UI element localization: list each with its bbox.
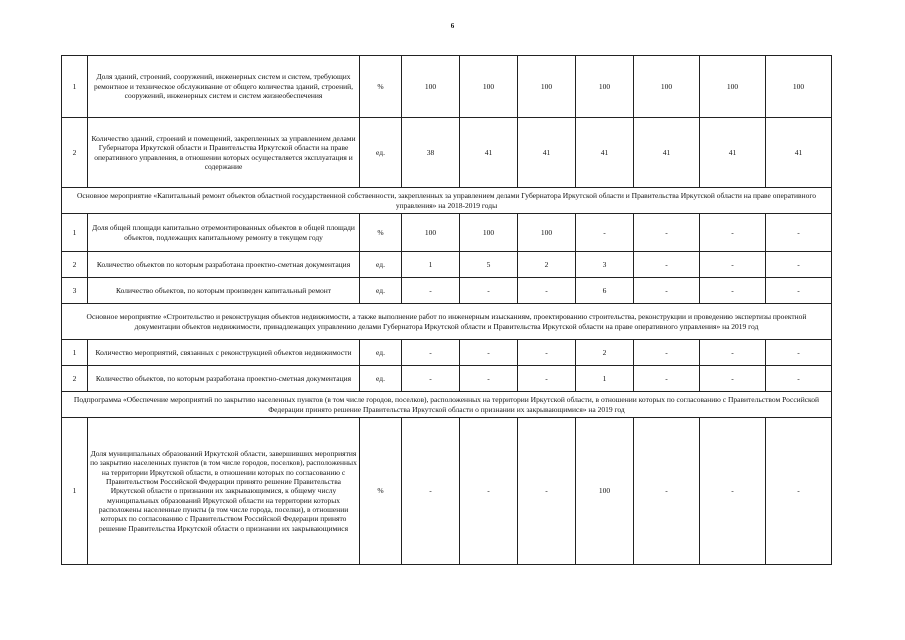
table-row [62, 118, 832, 188]
value-cell: 1 [402, 252, 460, 278]
row-number: 1 [62, 214, 88, 252]
value-cell: 41 [576, 118, 634, 188]
indicator-name: Количество объектов по которым разработана проектно-сметная документация [88, 252, 360, 278]
indicator-name: Количество зданий, строений и помещений, закрепленных за управлением делами Губернатора Иркутской области и Правительства Иркутской области на праве оперативного управления, в отношении которых осуществляется эксплуатация и содержание [88, 118, 360, 188]
value-cell: 100 [460, 56, 518, 118]
value-cell: 100 [518, 214, 576, 252]
section-title: Подпрограмма «Обеспечение мероприятий по закрытию населенных пунктов (в том числе городов, поселков), расположенных на территории Иркутской области, в отношении которых по согласованию с Правительством Российской Федерации принято решение Правительства Иркутской области о признании их закрывающимися» на 2019 год [62, 392, 832, 418]
value-cell: - [634, 366, 700, 392]
value-cell: 41 [518, 118, 576, 188]
value-cell: 2 [518, 252, 576, 278]
page-number: 6 [450, 22, 455, 30]
value-cell: - [634, 252, 700, 278]
value-cell: - [700, 214, 766, 252]
value-cell: 5 [460, 252, 518, 278]
value-cell: 100 [460, 214, 518, 252]
value-cell: 100 [576, 418, 634, 565]
value-cell: 41 [766, 118, 832, 188]
value-cell: - [460, 366, 518, 392]
indicator-name: Количество объектов, по которым произведен капитальный ремонт [88, 278, 360, 304]
unit-cell: ед. [360, 340, 402, 366]
value-cell: - [634, 214, 700, 252]
unit-cell: % [360, 214, 402, 252]
value-cell: - [518, 418, 576, 565]
value-cell: - [460, 278, 518, 304]
unit-cell: % [360, 418, 402, 565]
value-cell: - [766, 278, 832, 304]
row-number: 3 [62, 278, 88, 304]
table-row [62, 340, 832, 366]
value-cell: 6 [576, 278, 634, 304]
indicator-name: Доля зданий, строений, сооружений, инженерных систем и систем, требующих ремонтное и техническое обслуживание от общего количества зданий, строений, сооружений, инженерных систем и систем жизнеобеспечения [88, 56, 360, 118]
value-cell: - [766, 366, 832, 392]
value-cell: - [402, 340, 460, 366]
value-cell: 100 [576, 56, 634, 118]
value-cell: - [766, 214, 832, 252]
value-cell: - [700, 278, 766, 304]
section-header-row [62, 304, 832, 340]
value-cell: 38 [402, 118, 460, 188]
value-cell: - [766, 252, 832, 278]
table-row [62, 278, 832, 304]
value-cell: - [402, 418, 460, 565]
indicator-name: Количество мероприятий, связанных с реконструкцией объектов недвижимости [88, 340, 360, 366]
indicator-name: Доля общей площади капитально отремонтированных объектов в общей площади объектов, подлежащих капитальному ремонту в текущем году [88, 214, 360, 252]
value-cell: - [402, 278, 460, 304]
unit-cell: ед. [360, 366, 402, 392]
value-cell: 100 [402, 214, 460, 252]
value-cell: 3 [576, 252, 634, 278]
value-cell: 2 [576, 340, 634, 366]
value-cell: - [576, 214, 634, 252]
value-cell: - [634, 340, 700, 366]
value-cell: - [700, 418, 766, 565]
value-cell: - [518, 278, 576, 304]
value-cell: - [518, 366, 576, 392]
section-title: Основное мероприятие «Строительство и реконструкция объектов недвижимости, а также выполнение работ по инженерным изысканиям, проектированию строительства, реконструкции и проведению экспертизы проектной документации объектов недвижимости, принадлежащих управлению делами Губернатора Иркутской области и Правительства Иркутской области на праве оперативного управления» на 2019 год [62, 304, 832, 340]
indicator-name: Доля муниципальных образований Иркутской области, завершивших мероприятия по закрытию населенных пунктов (в том числе городов, поселков), расположенных на территории Иркутской области, в отношении которых по согласованию с Правительством Российской Федерации принято решение Правительства Иркутской области о признании их закрывающимися, к общему числу муниципальных образований Иркутской области на территории которых расположены населенные пункты (в том числе города, поселки), в отношении которых по согласованию с Правительством Российской Федерации принято решение Правительства Иркутской области о признании их закрывающимися [88, 418, 360, 565]
value-cell: - [766, 340, 832, 366]
value-cell: - [460, 340, 518, 366]
indicators-table [61, 55, 832, 565]
table-row [62, 418, 832, 565]
value-cell: - [700, 366, 766, 392]
row-number: 2 [62, 366, 88, 392]
table-row [62, 56, 832, 118]
unit-cell: ед. [360, 278, 402, 304]
row-number: 1 [62, 340, 88, 366]
table-row [62, 252, 832, 278]
value-cell: 100 [634, 56, 700, 118]
row-number: 2 [62, 118, 88, 188]
unit-cell: % [360, 56, 402, 118]
value-cell: - [460, 418, 518, 565]
value-cell: 100 [766, 56, 832, 118]
value-cell: - [700, 340, 766, 366]
table-row [62, 214, 832, 252]
section-header-row [62, 188, 832, 214]
section-title: Основное мероприятие «Капитальный ремонт объектов областной государственной собственности, закрепленных за управлением делами Губернатора Иркутской области и Правительства Иркутской области на праве оперативного управления» на 2018-2019 годы [62, 188, 832, 214]
value-cell: - [700, 252, 766, 278]
unit-cell: ед. [360, 118, 402, 188]
value-cell: 41 [634, 118, 700, 188]
value-cell: 100 [402, 56, 460, 118]
value-cell: - [634, 418, 700, 565]
table-row [62, 366, 832, 392]
row-number: 2 [62, 252, 88, 278]
value-cell: 100 [518, 56, 576, 118]
value-cell: 1 [576, 366, 634, 392]
row-number: 1 [62, 56, 88, 118]
value-cell: - [402, 366, 460, 392]
unit-cell: ед. [360, 252, 402, 278]
value-cell: - [766, 418, 832, 565]
value-cell: - [634, 278, 700, 304]
value-cell: 100 [700, 56, 766, 118]
value-cell: 41 [460, 118, 518, 188]
section-header-row [62, 392, 832, 418]
value-cell: - [518, 340, 576, 366]
value-cell: 41 [700, 118, 766, 188]
indicator-name: Количество объектов, по которым разработана проектно-сметная документация [88, 366, 360, 392]
row-number: 1 [62, 418, 88, 565]
